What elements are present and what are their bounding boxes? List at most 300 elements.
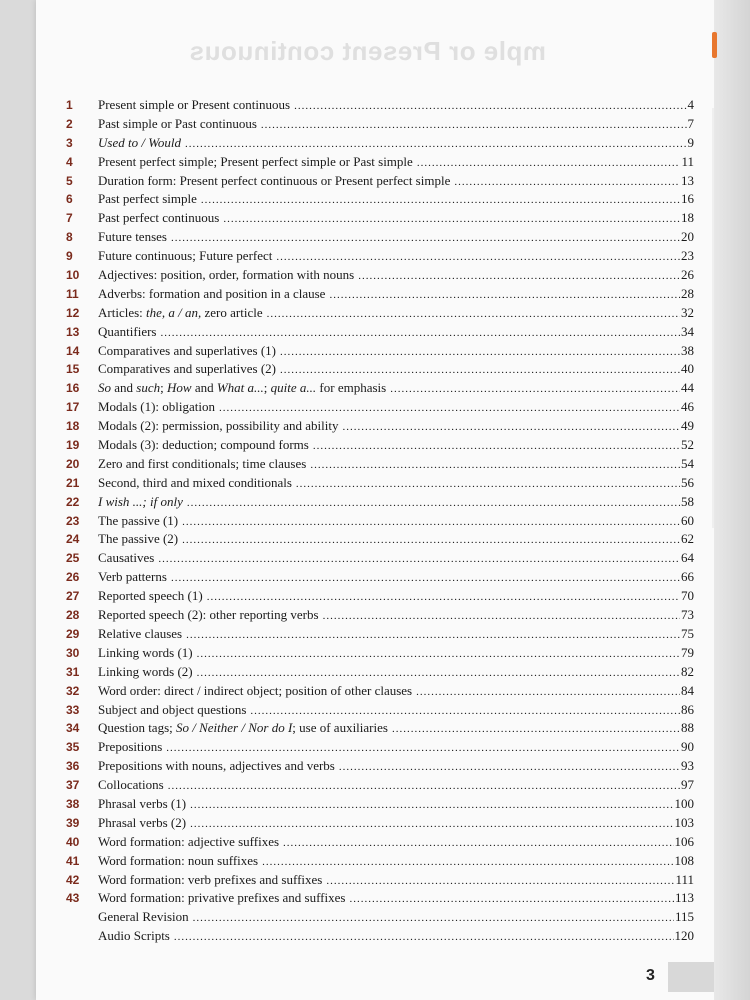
toc-line [98, 889, 694, 909]
toc-entry [36, 795, 714, 814]
page-ref: 60 [681, 512, 694, 528]
unit-title [98, 360, 280, 379]
unit-title [98, 342, 280, 361]
unit-number: 10 [66, 268, 80, 283]
toc-entry [36, 908, 714, 927]
page-ref: 18 [681, 210, 694, 226]
toc-entry [36, 625, 714, 644]
page-ref: 4 [687, 97, 694, 112]
unit-number: 41 [66, 853, 80, 868]
page-ref: 79 [681, 644, 694, 660]
unit-title [98, 530, 182, 549]
toc-line [98, 682, 694, 702]
italic-title-part: I wish ...; if only [98, 493, 183, 509]
title-part: Adverbs: formation and position in a clause [98, 285, 326, 301]
dot-leader [190, 815, 673, 834]
dot-leader [182, 531, 680, 550]
unit-title [98, 663, 197, 682]
unit-title [98, 738, 166, 757]
title-part: Comparatives and superlatives (2) [98, 361, 276, 377]
page-ref: 20 [681, 229, 694, 245]
title-part: Relative clauses [98, 625, 183, 641]
page-ref: 70 [681, 588, 694, 604]
toc-line [98, 927, 694, 947]
title-part: Question tags; [98, 720, 176, 736]
title-part: Present simple or Present continuous [98, 97, 291, 112]
dot-leader [358, 267, 680, 286]
title-part: Word formation: privative prefixes and suffixes [98, 890, 346, 906]
toc-entry [36, 587, 714, 606]
unit-number: 21 [66, 475, 80, 490]
unit-title [98, 228, 171, 247]
unit-title [98, 474, 296, 493]
unit-title [98, 455, 310, 474]
title-part: Future tenses [98, 229, 167, 245]
unit-title [98, 379, 390, 398]
dot-leader [416, 683, 680, 702]
unit-number: 32 [66, 683, 80, 698]
toc-line [98, 833, 694, 853]
italic-title-part: So / Neither / Nor do I [176, 720, 293, 736]
title-part: Second, third and mixed conditionals [98, 474, 292, 490]
toc-entry [36, 228, 714, 247]
toc-line [98, 134, 694, 154]
toc-line [98, 360, 694, 380]
toc-entry [36, 568, 714, 587]
title-part: Present perfect simple; Present perfect simple or Past simple [98, 153, 413, 169]
page-ref: 64 [681, 550, 694, 566]
page-ref: 52 [681, 437, 694, 453]
italic-title-part: What a... [216, 380, 264, 396]
book-page [36, 0, 714, 1000]
title-part: Word formation: verb prefixes and suffixes [98, 871, 323, 887]
page-ref: 44 [681, 380, 694, 396]
unit-number: 13 [66, 324, 80, 339]
toc-line [98, 606, 694, 626]
unit-number: 24 [66, 532, 80, 547]
page-ref: 84 [681, 682, 694, 698]
toc-line [98, 455, 694, 475]
page-ref: 115 [674, 909, 694, 925]
title-part: Modals (1): obligation [98, 399, 215, 415]
toc-entry [36, 455, 714, 474]
page-ref: 113 [674, 890, 694, 906]
title-part: General Revision [98, 909, 189, 925]
unit-title [98, 644, 197, 663]
toc-line [98, 776, 694, 796]
unit-title [98, 190, 201, 209]
title-part: Past simple or Past continuous [98, 115, 257, 131]
page-ref: 108 [674, 852, 694, 868]
toc-entry [36, 266, 714, 285]
unit-number: 9 [66, 249, 73, 264]
toc-entry [36, 927, 714, 946]
dot-leader [417, 154, 681, 173]
page-ref: 62 [681, 531, 694, 547]
dot-leader [171, 569, 680, 588]
toc-entry [36, 814, 714, 833]
toc-entry [36, 417, 714, 436]
unit-title [98, 795, 190, 814]
unit-number: 2 [66, 116, 73, 131]
dot-leader [313, 437, 680, 456]
toc-line [98, 285, 694, 305]
dot-leader [182, 513, 680, 532]
page-ref: 7 [687, 115, 694, 131]
unit-title [98, 625, 186, 644]
title-part: Duration form: Present perfect continuous or Present perfect simple [98, 172, 451, 188]
page-ref: 90 [681, 739, 694, 755]
unit-title [98, 719, 392, 738]
unit-number: 20 [66, 456, 80, 471]
title-part: ; [263, 380, 271, 396]
dot-leader [310, 456, 680, 475]
unit-number: 11 [66, 286, 79, 301]
toc-line [98, 795, 694, 815]
title-part: Future continuous; Future perfect [98, 248, 273, 264]
toc-line [98, 852, 694, 872]
toc-line [98, 587, 694, 607]
unit-title [98, 304, 267, 323]
dot-leader [280, 361, 680, 380]
dot-leader [174, 928, 674, 947]
toc-entry [36, 436, 714, 455]
page-ref: 100 [674, 795, 694, 811]
toc-entry [36, 663, 714, 682]
unit-title [98, 871, 326, 890]
toc-line [98, 96, 694, 116]
unit-number: 16 [66, 381, 80, 396]
toc-entry [36, 474, 714, 493]
toc-entry [36, 776, 714, 795]
unit-number: 40 [66, 834, 80, 849]
dot-leader [390, 380, 680, 399]
page-ref: 49 [681, 418, 694, 434]
toc-entry [36, 871, 714, 890]
title-part: and [111, 380, 137, 396]
page-number: 3 [646, 967, 655, 984]
toc-entry [36, 96, 714, 115]
toc-line [98, 512, 694, 532]
title-part: Collocations [98, 777, 164, 793]
dot-leader [190, 796, 673, 815]
title-part: Linking words (2) [98, 663, 193, 679]
toc-line [98, 814, 694, 834]
unit-title [98, 172, 454, 191]
dot-leader [454, 173, 680, 192]
toc-line [98, 228, 694, 248]
unit-title [98, 814, 190, 833]
title-part: Past perfect continuous [98, 210, 220, 226]
title-part: Reported speech (2): other reporting verbs [98, 607, 319, 623]
dot-leader [339, 758, 680, 777]
title-part: for emphasis [316, 380, 387, 396]
toc-entry [36, 379, 714, 398]
page-ref: 97 [681, 777, 694, 793]
unit-number: 33 [66, 702, 80, 717]
title-part: The passive (2) [98, 531, 179, 547]
unit-title [98, 587, 207, 606]
unit-title [98, 606, 323, 625]
title-part: Verb patterns [98, 569, 167, 585]
toc-entry [36, 833, 714, 852]
dot-leader [166, 739, 680, 758]
page-ref: 38 [681, 342, 694, 358]
title-part: Quantifiers [98, 323, 157, 339]
page-ref: 111 [675, 871, 694, 887]
toc-line [98, 153, 694, 173]
dot-leader [171, 229, 680, 248]
title-part: Articles: [98, 304, 147, 320]
unit-number: 6 [66, 192, 73, 207]
page-ref: 46 [681, 399, 694, 415]
page-ref: 11 [681, 153, 694, 169]
unit-number: 14 [66, 343, 80, 358]
dot-leader [294, 97, 686, 116]
page-ref: 66 [681, 569, 694, 585]
toc-line [98, 474, 694, 494]
dot-leader [267, 305, 680, 324]
unit-title [98, 285, 329, 304]
toc-line [98, 323, 694, 343]
unit-number: 4 [66, 154, 73, 169]
unit-number: 30 [66, 645, 80, 660]
dot-leader [187, 494, 680, 513]
unit-title [98, 833, 283, 852]
unit-title [98, 927, 174, 946]
unit-title [98, 549, 158, 568]
unit-number: 1 [66, 98, 73, 112]
unit-number: 37 [66, 778, 80, 793]
unit-title [98, 247, 276, 266]
toc-entry [36, 247, 714, 266]
dot-leader [158, 550, 680, 569]
dot-leader [262, 853, 673, 872]
title-part: Word formation: noun suffixes [98, 852, 259, 868]
unit-number: 7 [66, 211, 73, 226]
dot-leader [193, 909, 674, 928]
unit-number: 25 [66, 551, 80, 566]
title-part: Linking words (1) [98, 644, 193, 660]
page-ref: 32 [681, 304, 694, 320]
toc-entry [36, 342, 714, 361]
table-of-contents [36, 96, 714, 946]
toc-entry [36, 644, 714, 663]
dot-leader [326, 872, 674, 891]
italic-title-part: Used to / Would [98, 134, 181, 150]
toc-line [98, 549, 694, 569]
toc-entry [36, 209, 714, 228]
title-part: Subject and object questions [98, 701, 247, 717]
unit-title [98, 398, 219, 417]
toc-line [98, 530, 694, 550]
unit-title [98, 757, 339, 776]
dot-leader [280, 343, 680, 362]
page-ref: 82 [681, 663, 694, 679]
toc-line [98, 719, 694, 739]
title-part: Adjectives: position, order, formation with nouns [98, 267, 355, 283]
toc-line [98, 436, 694, 456]
dot-leader [186, 626, 680, 645]
unit-number: 38 [66, 796, 80, 811]
page-ref: 58 [681, 493, 694, 509]
toc-entry [36, 172, 714, 191]
title-part: Word order: direct / indirect object; position of other clauses [98, 682, 413, 698]
unit-number: 23 [66, 513, 80, 528]
dot-leader [223, 210, 680, 229]
toc-entry [36, 738, 714, 757]
unit-number: 19 [66, 438, 80, 453]
unit-number: 26 [66, 570, 80, 585]
unit-number: 18 [66, 419, 80, 434]
toc-entry [36, 512, 714, 531]
toc-entry [36, 398, 714, 417]
italic-title-part: How [167, 380, 192, 396]
title-part: Modals (3): deduction; compound forms [98, 437, 309, 453]
toc-entry [36, 153, 714, 172]
toc-entry [36, 285, 714, 304]
title-part: Reported speech (1) [98, 588, 203, 604]
unit-number: 34 [66, 721, 80, 736]
unit-title [98, 209, 223, 228]
dot-leader [219, 399, 680, 418]
page-ref: 88 [681, 720, 694, 736]
toc-entry [36, 549, 714, 568]
page-ref: 23 [681, 248, 694, 264]
dot-leader [197, 645, 680, 664]
page-ref: 34 [681, 323, 694, 339]
unit-number: 31 [66, 664, 80, 679]
unit-number: 27 [66, 589, 80, 604]
title-part: and [191, 380, 217, 396]
title-part: Phrasal verbs (2) [98, 814, 187, 830]
toc-line [98, 493, 694, 513]
title-part: Modals (2): permission, possibility and ability [98, 418, 339, 434]
title-part: The passive (1) [98, 512, 179, 528]
toc-entry [36, 606, 714, 625]
toc-entry [36, 719, 714, 738]
title-part: Zero and first conditionals; time clauses [98, 455, 307, 471]
unit-title [98, 266, 358, 285]
unit-title [98, 153, 417, 172]
dot-leader [250, 702, 680, 721]
page-ref: 120 [674, 928, 694, 944]
title-part: zero article [201, 304, 263, 320]
unit-number: 12 [66, 305, 80, 320]
toc-entry [36, 360, 714, 379]
toc-entry [36, 304, 714, 323]
italic-title-part: the, a / an, [146, 304, 202, 320]
toc-entry [36, 682, 714, 701]
dot-leader [343, 418, 681, 437]
title-part: ; use of auxiliaries [292, 720, 388, 736]
toc-entry [36, 889, 714, 908]
orange-tab-marker [712, 32, 717, 58]
dot-leader [185, 135, 687, 154]
italic-title-part: So [98, 380, 111, 396]
page-ref: 86 [681, 701, 694, 717]
toc-line [98, 247, 694, 267]
unit-number: 42 [66, 872, 80, 887]
toc-line [98, 701, 694, 721]
toc-line [98, 398, 694, 418]
toc-line [98, 115, 694, 135]
toc-line [98, 871, 694, 891]
dot-leader [323, 607, 680, 626]
page-ref: 40 [681, 361, 694, 377]
page-ref: 75 [681, 625, 694, 641]
unit-number: 22 [66, 494, 80, 509]
toc-entry [36, 852, 714, 871]
page-ref: 106 [674, 833, 694, 849]
page-ref: 16 [681, 191, 694, 207]
title-part: Causatives [98, 550, 155, 566]
dot-leader [168, 777, 680, 796]
unit-title [98, 436, 313, 455]
page-number-shade [668, 962, 714, 992]
toc-entry [36, 493, 714, 512]
unit-number: 8 [66, 230, 73, 245]
show-through-heading: mple or Present continuous [189, 36, 546, 66]
italic-title-part: such [136, 380, 161, 396]
page-ref: 93 [681, 758, 694, 774]
title-part: ; [160, 380, 167, 396]
page-ref: 26 [681, 267, 694, 283]
toc-line [98, 644, 694, 664]
toc-line [98, 379, 694, 399]
unit-title [98, 852, 262, 871]
page-edge [714, 0, 750, 1000]
page-ref: 56 [681, 474, 694, 490]
unit-number: 3 [66, 135, 73, 150]
toc-entry [36, 115, 714, 134]
toc-line [98, 625, 694, 645]
title-part: Phrasal verbs (1) [98, 795, 187, 811]
unit-number: 35 [66, 740, 80, 755]
toc-line [98, 417, 694, 437]
unit-title [98, 568, 171, 587]
dot-leader [261, 116, 687, 135]
toc-entry [36, 134, 714, 153]
unit-number: 28 [66, 608, 80, 623]
toc-line [98, 738, 694, 758]
unit-title [98, 889, 349, 908]
dot-leader [201, 191, 680, 210]
title-part: Prepositions [98, 739, 163, 755]
toc-line [98, 266, 694, 286]
unit-number: 15 [66, 362, 80, 377]
toc-line [98, 568, 694, 588]
dot-leader [296, 475, 680, 494]
toc-line [98, 190, 694, 210]
unit-title [98, 323, 160, 342]
dot-leader [283, 834, 673, 853]
unit-title [98, 776, 168, 795]
italic-title-part: quite a... [270, 380, 317, 396]
toc-entry [36, 530, 714, 549]
title-part: Past perfect simple [98, 191, 197, 207]
unit-number: 29 [66, 626, 80, 641]
unit-title [98, 134, 185, 153]
unit-title [98, 908, 193, 927]
dot-leader [276, 248, 680, 267]
toc-line [98, 342, 694, 362]
unit-title [98, 417, 343, 436]
page-ref: 103 [674, 814, 694, 830]
unit-title [98, 96, 294, 115]
title-part: Comparatives and superlatives (1) [98, 342, 276, 358]
unit-number: 17 [66, 400, 80, 415]
